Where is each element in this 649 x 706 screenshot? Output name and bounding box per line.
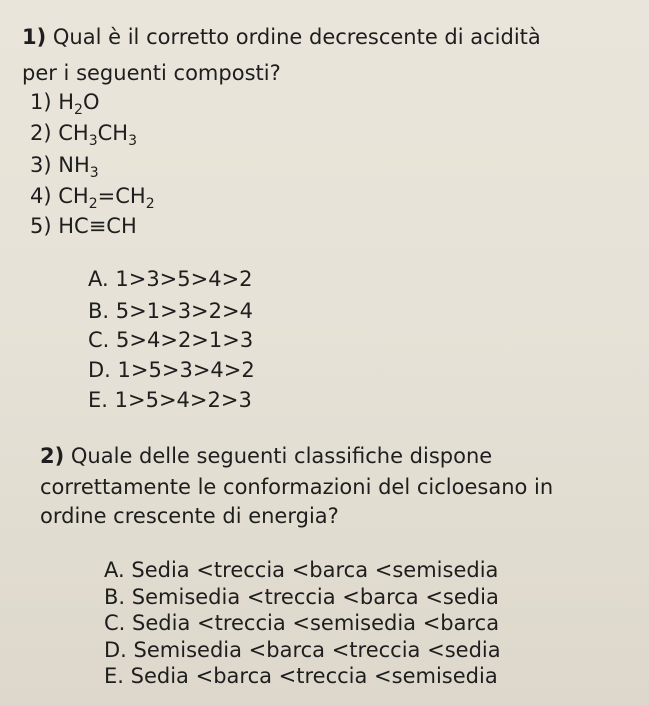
- option-letter: A.: [88, 267, 109, 291]
- compound-number: 5): [30, 214, 52, 238]
- q2-option-e: [104, 663, 498, 689]
- q1-question-line1: [22, 24, 541, 50]
- option-text: 1>5>3>4>2: [117, 358, 255, 382]
- option-text: Sedia <barca <treccia <semisedia: [130, 664, 498, 688]
- q1-option-d: [88, 357, 255, 383]
- compound-formula: [58, 153, 99, 181]
- formula-subscript: 3: [88, 133, 98, 149]
- formula-text: O: [82, 90, 100, 114]
- q1-compound-1: [30, 89, 100, 118]
- option-text: Semisedia <treccia <barca <sedia: [131, 585, 499, 609]
- formula-subscript: 2: [88, 196, 98, 212]
- compound-number: 4): [30, 184, 52, 208]
- option-letter: A.: [104, 558, 125, 582]
- option-letter: D.: [88, 358, 111, 382]
- q1-compound-3: [30, 152, 99, 181]
- option-letter: B.: [104, 585, 126, 609]
- q2-question-line1: [40, 443, 492, 469]
- formula-subscript: 3: [128, 133, 138, 149]
- q2-option-a: [104, 557, 498, 583]
- compound-formula: [58, 121, 138, 149]
- formula-text: NH: [58, 153, 90, 177]
- formula-text: CH: [58, 184, 89, 208]
- q2-question-line2: correttamente le conformazioni del cicloesano in: [40, 475, 554, 499]
- q1-option-c: [88, 327, 253, 353]
- compound-formula: [58, 214, 137, 238]
- q2-option-c: [104, 610, 499, 636]
- q1-number: 1): [22, 25, 47, 49]
- formula-text: CH: [97, 121, 129, 145]
- q1-compound-4: [30, 183, 155, 212]
- q2-option-d: [104, 637, 501, 663]
- option-text: 1>5>4>2>3: [114, 388, 252, 412]
- formula-text: =CH: [97, 184, 146, 208]
- q2-question-line3: ordine crescente di energia?: [40, 504, 339, 528]
- formula-subscript: 2: [145, 196, 155, 212]
- option-letter: B.: [88, 299, 110, 323]
- q2-question-text-1: Quale delle seguenti classifiche dispone: [70, 444, 493, 468]
- compound-number: 3): [30, 153, 52, 177]
- option-text: Sedia <treccia <semisedia <barca: [132, 611, 500, 635]
- compound-number: 1): [30, 90, 52, 114]
- formula-subscript: 3: [89, 165, 99, 181]
- compound-number: 2): [30, 121, 52, 145]
- formula-text: HC≡CH: [58, 214, 137, 238]
- q1-question-line2: per i seguenti composti?: [22, 61, 281, 85]
- option-text: Semisedia <barca <treccia <sedia: [133, 638, 501, 662]
- formula-subscript: 2: [74, 102, 83, 118]
- q1-question-text-1: Qual è il corretto ordine decrescente di acidità: [52, 25, 541, 49]
- q1-option-e: [88, 387, 252, 413]
- option-letter: D.: [104, 638, 127, 662]
- compound-formula: [58, 90, 100, 118]
- option-text: 1>3>5>4>2: [115, 267, 253, 291]
- option-letter: C.: [88, 328, 110, 352]
- q1-compound-2: [30, 120, 138, 149]
- option-letter: E.: [104, 664, 124, 688]
- q1-option-a: [88, 266, 253, 292]
- q1-compound-5: [30, 213, 137, 239]
- option-letter: E.: [88, 388, 108, 412]
- option-letter: C.: [104, 611, 126, 635]
- q2-number: 2): [40, 444, 65, 468]
- formula-text: H: [58, 90, 75, 114]
- q2-option-b: [104, 584, 499, 610]
- formula-text: CH: [58, 121, 89, 145]
- q1-option-b: [88, 298, 253, 324]
- option-text: 5>4>2>1>3: [116, 328, 254, 352]
- compound-formula: [58, 184, 155, 212]
- option-text: 5>1>3>2>4: [115, 299, 253, 323]
- option-text: Sedia <treccia <barca <semisedia: [131, 558, 499, 582]
